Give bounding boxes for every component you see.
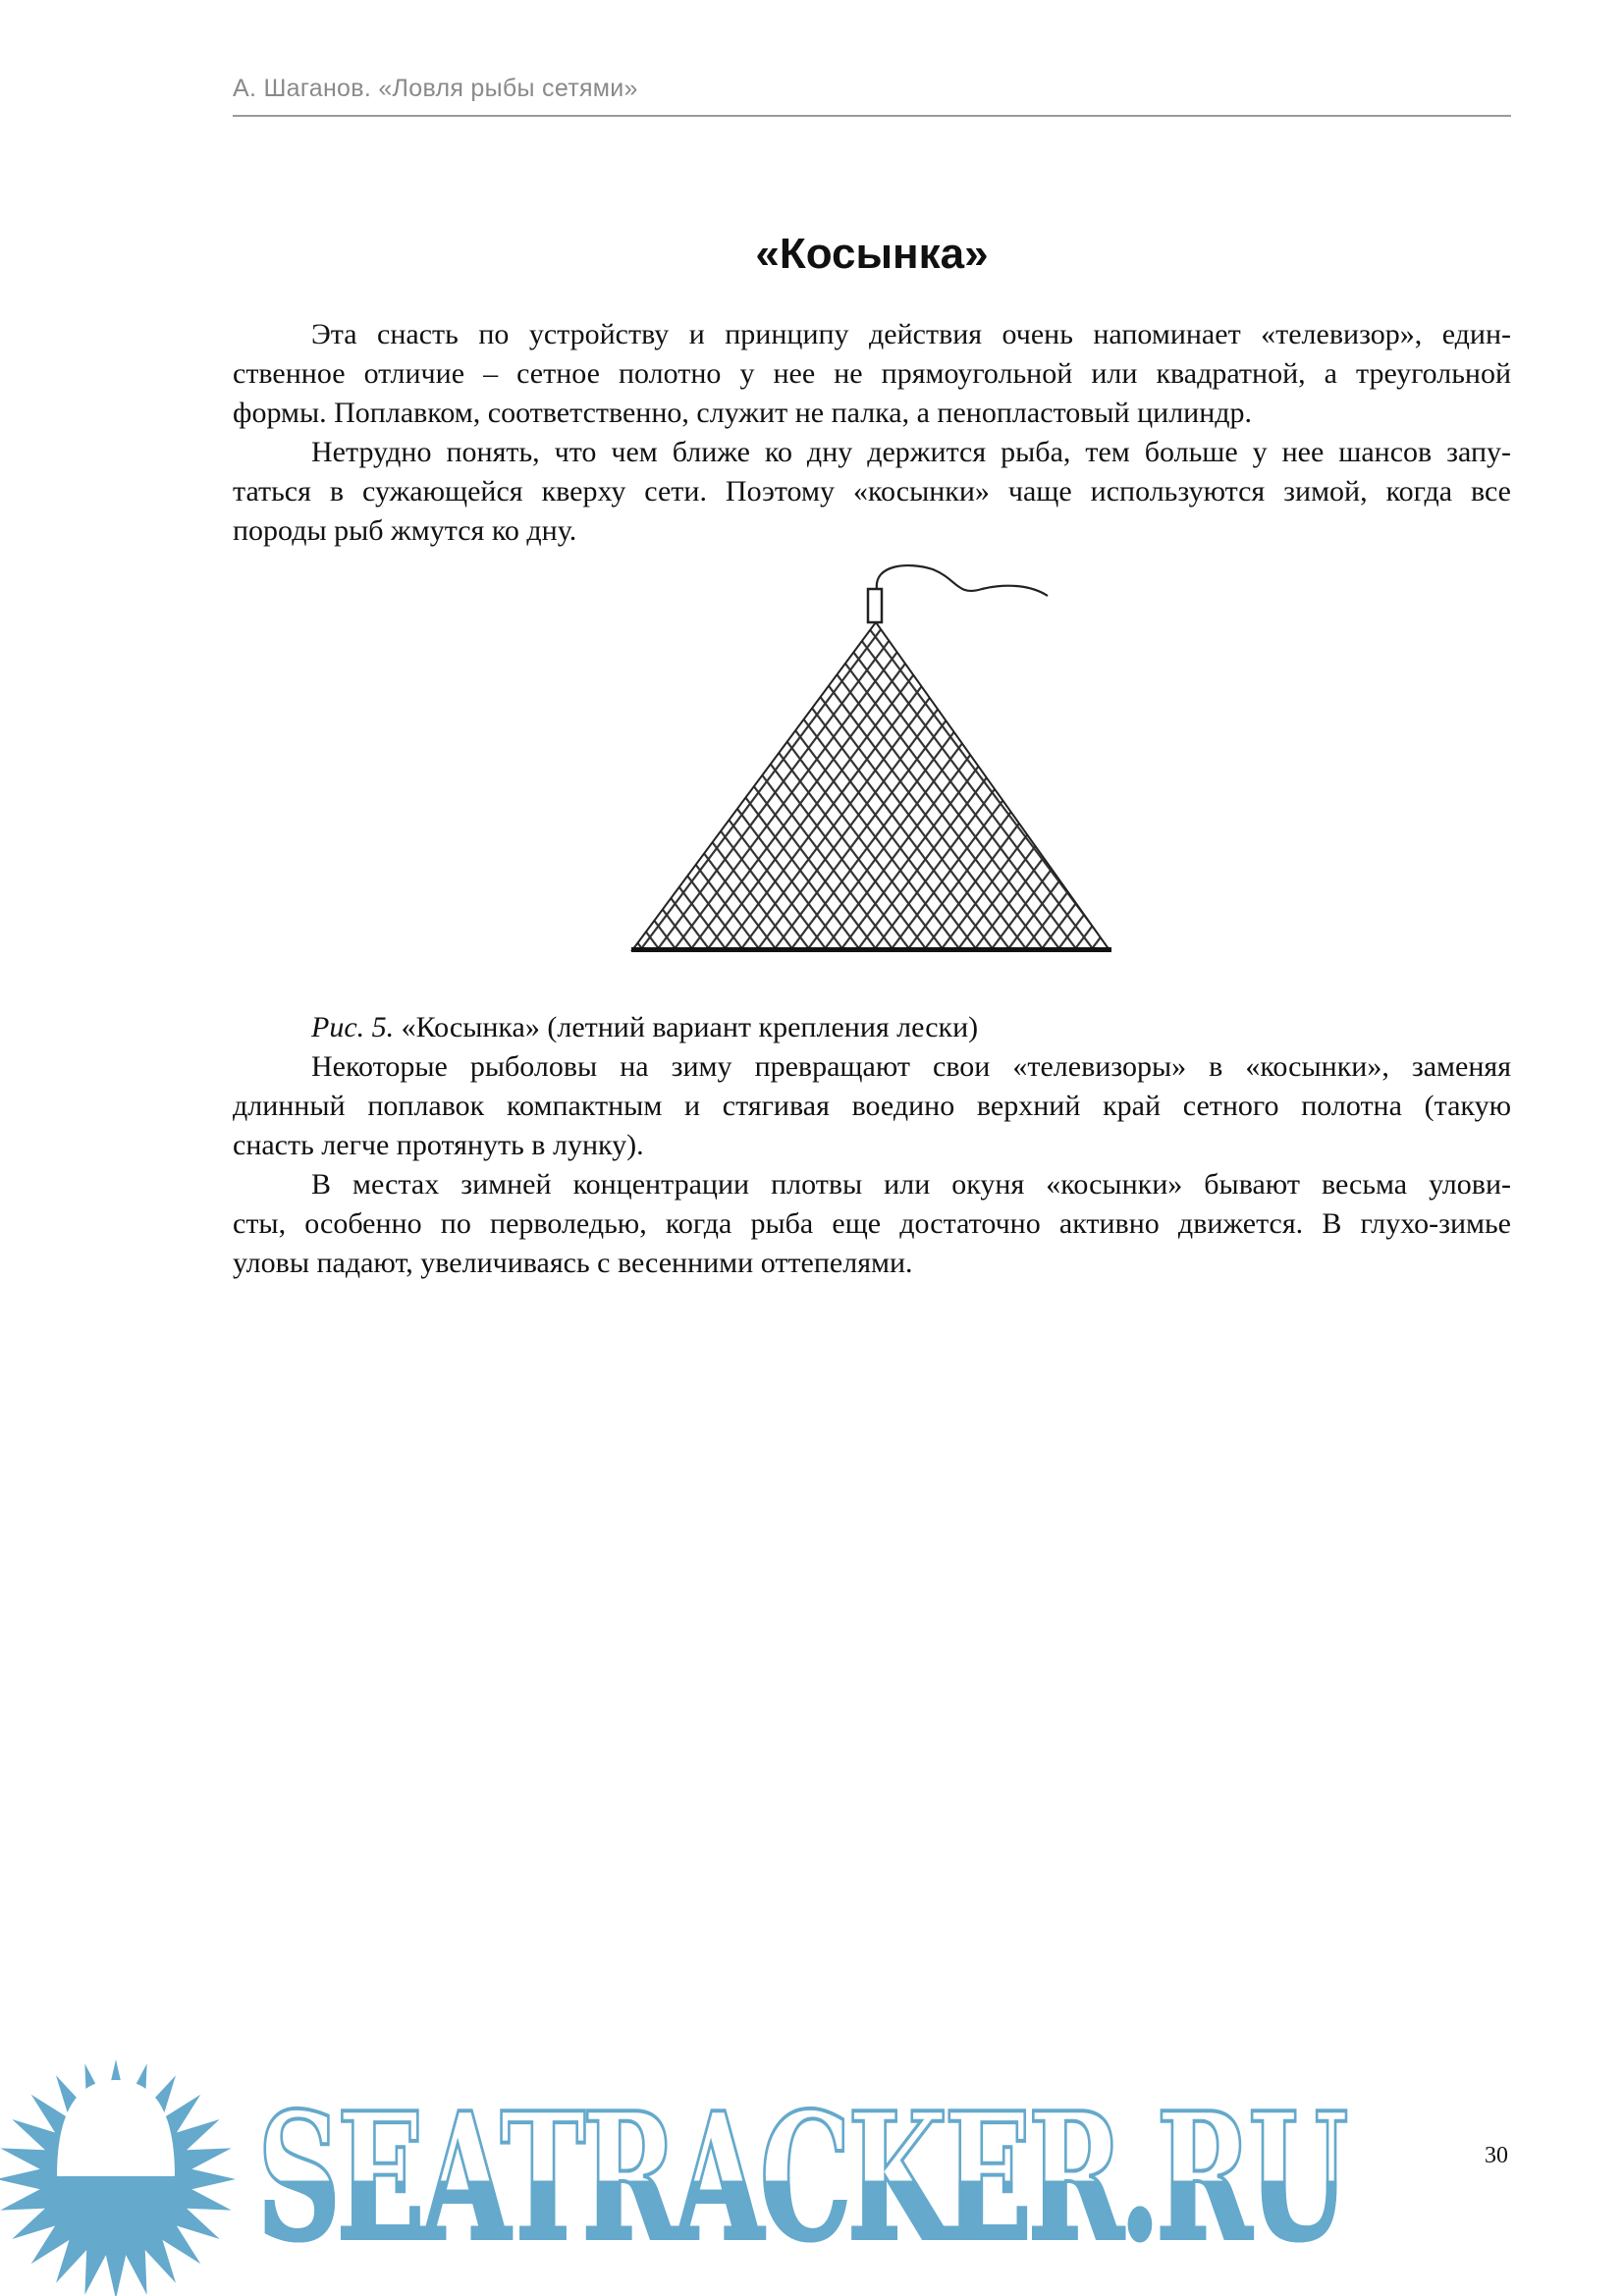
mesh-strand — [934, 589, 1139, 962]
mesh-strand — [609, 589, 677, 962]
mesh-strand — [609, 589, 711, 962]
mesh-strand — [609, 589, 644, 962]
paragraph-line: длинный поплавок компактным и стягивая воедино верхний край сетного полотна (такую — [233, 1090, 1511, 1122]
mesh-strand — [609, 589, 761, 962]
net-bottom-rope — [631, 947, 1111, 952]
fishing-line — [877, 565, 1048, 596]
text-block-top — [233, 315, 1511, 551]
mesh-strand — [1034, 589, 1139, 962]
mesh-strand — [1056, 589, 1139, 962]
sun-logo-icon — [0, 2056, 245, 2296]
mesh-strand — [1123, 589, 1139, 962]
mesh-strand — [609, 589, 733, 962]
text-block-bottom — [233, 1008, 1511, 1283]
paragraph-line: ственное отличие – сетное полотно у нее не прямоугольной или квадратной, а треугольной — [233, 357, 1511, 390]
paragraph-line: Некоторые рыболовы на зиму превращают свои «телевизоры» в «косынки», заменяя — [311, 1050, 1511, 1083]
kosynka-net-figure — [609, 550, 1139, 962]
mesh-strand — [609, 589, 817, 962]
mesh-strand — [609, 589, 661, 962]
paragraph-line: породы рыб жмутся ко дну. — [233, 514, 577, 547]
mesh-strand — [609, 589, 617, 962]
header-divider — [233, 115, 1511, 117]
float-cylinder — [868, 589, 882, 622]
running-header: А. Шаганов. «Ловля рыбы сетями» — [233, 75, 638, 102]
mesh-strand — [609, 589, 834, 962]
figure-label: Рис. 5. — [311, 1011, 395, 1043]
mesh-strand — [609, 589, 611, 962]
mesh-strand — [609, 589, 894, 962]
paragraph-line: формы. Поплавком, соответственно, служит не палка, а пенопластовый цилиндр. — [233, 397, 1253, 429]
mesh-strand — [1101, 589, 1139, 962]
watermark-logo: SEATRACKER.RU — [257, 2074, 1345, 2279]
paragraph-line: Нетрудно понять, что чем ближе ко дну держится рыба, тем больше у нее шансов запу- — [311, 436, 1511, 468]
sun-upper-half — [57, 2080, 175, 2176]
mesh-strand — [609, 589, 633, 962]
mesh-strand — [990, 589, 1139, 962]
mesh-strand — [609, 589, 750, 962]
section-title: «Косынка» — [755, 230, 989, 278]
paragraph-line: В местах зимней концентрации плотвы или окуня «косынки» бывают весьма улови- — [311, 1168, 1511, 1201]
mesh-strand — [609, 589, 794, 962]
mesh-strand — [609, 589, 700, 962]
mesh-strand — [1001, 589, 1139, 962]
paragraph-line: сты, особенно по перволедью, когда рыба еще достаточно активно движется. В глухо-зимье — [233, 1207, 1511, 1240]
mesh-strand — [1073, 589, 1139, 962]
mesh-strand — [900, 589, 1139, 962]
mesh-strand — [856, 589, 1139, 962]
mesh-strand — [609, 589, 667, 962]
paragraph-line: таться в сужающейся кверху сети. Поэтому «косынки» чаще используются зимой, когда все — [233, 475, 1511, 507]
mesh-strand — [609, 589, 694, 962]
paragraph-line: снасть легче протянуть в лунку). — [233, 1129, 644, 1161]
mesh-strand — [839, 589, 1134, 962]
mesh-strand — [609, 589, 650, 962]
paragraph-line: уловы падают, увеличиваясь с весенними оттепелями. — [233, 1247, 913, 1279]
figure-caption — [233, 1008, 1511, 1047]
mesh-strand — [1117, 589, 1139, 962]
mesh-strand — [1134, 589, 1139, 962]
page-number: 30 — [1485, 2143, 1508, 2168]
mesh-strand — [1107, 589, 1139, 962]
paragraph-line: Эта снасть по устройству и принципу действия очень напоминает «телевизор», един- — [311, 318, 1511, 350]
net-mesh — [609, 589, 1139, 962]
mesh-strand — [609, 589, 627, 962]
mesh-strand — [1090, 589, 1139, 962]
mesh-strand — [609, 589, 717, 962]
figure-caption-text: «Косынка» (летний вариант крепления лески) — [394, 1011, 979, 1043]
mesh-strand — [1040, 589, 1139, 962]
mesh-strand — [617, 589, 911, 962]
mesh-strand — [1051, 589, 1139, 962]
mesh-strand — [1084, 589, 1139, 962]
mesh-strand — [609, 589, 850, 962]
mesh-strand — [956, 589, 1139, 962]
